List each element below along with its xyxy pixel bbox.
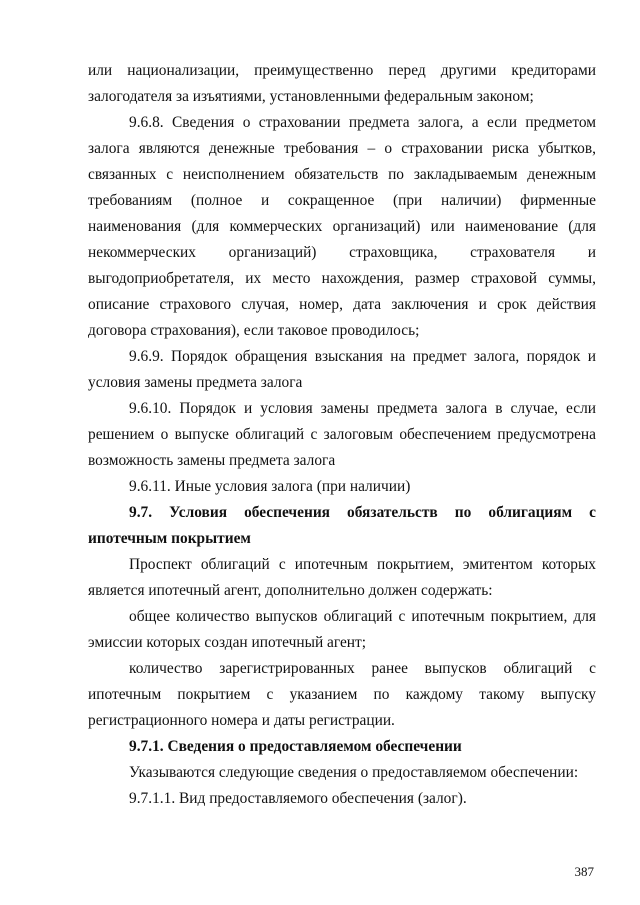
document-body — [88, 58, 596, 812]
paragraph-prospectus: Проспект облигаций с ипотечным покрытием, эмитентом которых является ипотечный агент, дополнительно должен содержать: — [88, 556, 596, 599]
paragraph-9-7-1-1: 9.7.1.1. Вид предоставляемого обеспечения (залог). — [129, 790, 467, 807]
paragraph-9-6-8: 9.6.8. Сведения о страховании предмета залога, а если предметом залога являются денежные требования – о страховании риска убытков, связанных с неисполнением обязательств по закладываемым денежным требованиям (полное и сокращенное (при наличии) фирменные наименования (для коммерческих организаций) или наименование (для некоммерческих организаций) страховщика, страхователя и выгодоприобретателя, их место нахождения, размер страховой суммы, описание страхового случая, номер, дата заключения и срок действия договора страхования), если таковое проводилось; — [88, 114, 596, 339]
paragraph-provided-security: Указываются следующие сведения о предоставляемом обеспечении: — [129, 764, 579, 781]
heading-9-7: 9.7. Условия обеспечения обязательств по облигациям с ипотечным покрытием — [88, 504, 596, 547]
paragraph-9-6-11: 9.6.11. Иные условия залога (при наличии) — [129, 478, 411, 495]
page-number: 387 — [574, 864, 594, 879]
paragraph-continuation: или национализации, преимущественно перед другими кредиторами залогодателя за изъятиями, установленными федеральным законом; — [88, 62, 596, 105]
paragraph-9-6-9: 9.6.9. Порядок обращения взыскания на предмет залога, порядок и условия замены предмета залога — [88, 348, 596, 391]
heading-9-7-1: 9.7.1. Сведения о предоставляемом обеспечении — [129, 738, 462, 755]
paragraph-total-issues: общее количество выпусков облигаций с ипотечным покрытием, для эмиссии которых создан ипотечный агент; — [88, 608, 596, 651]
paragraph-9-6-10: 9.6.10. Порядок и условия замены предмета залога в случае, если решением о выпуске облигаций с залоговым обеспечением предусмотрена возможность замены предмета залога — [88, 400, 596, 469]
paragraph-registered-issues: количество зарегистрированных ранее выпусков облигаций с ипотечным покрытием с указанием по каждому такому выпуску регистрационного номера и даты регистрации. — [88, 660, 596, 729]
